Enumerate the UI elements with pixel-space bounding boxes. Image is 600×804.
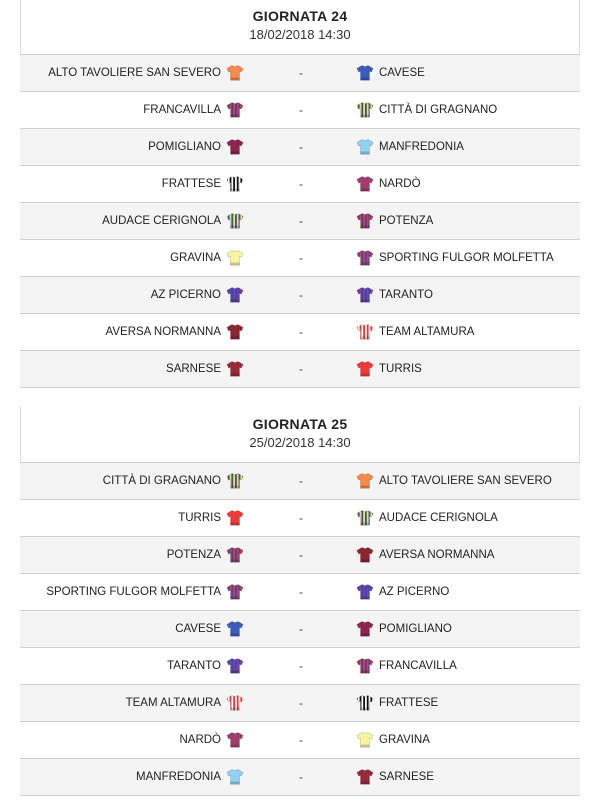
away-team-name: AZ PICERNO: [379, 586, 450, 598]
home-team: [136, 759, 244, 795]
home-team-name: FRATTESE: [161, 178, 221, 190]
home-team-name: TARANTO: [167, 660, 221, 672]
match-row[interactable]: [20, 351, 580, 388]
team-shirt-icon: [226, 657, 244, 675]
team-shirt-icon: [356, 286, 374, 304]
home-team-name: AZ PICERNO: [150, 289, 221, 301]
away-team-name: AVERSA NORMANNA: [379, 549, 495, 561]
score-separator: -: [299, 696, 303, 710]
home-team-name: CITTÀ DI GRAGNANO: [102, 475, 221, 487]
away-team: [356, 722, 430, 758]
away-team: [356, 203, 433, 239]
away-team-name: SARNESE: [379, 771, 434, 783]
score-separator: -: [299, 103, 303, 117]
team-shirt-icon: [356, 583, 374, 601]
home-team: [143, 92, 244, 128]
match-row[interactable]: [20, 314, 580, 351]
home-team: [167, 537, 244, 573]
team-shirt-icon: [356, 138, 374, 156]
home-team-name: NARDÒ: [179, 734, 221, 746]
home-team: [175, 611, 244, 647]
team-shirt-icon: [356, 509, 374, 527]
match-row[interactable]: [20, 277, 580, 314]
team-shirt-icon: [356, 360, 374, 378]
score-separator: -: [299, 214, 303, 228]
round-title: GIORNATA 24: [252, 8, 348, 24]
away-team-name: FRANCAVILLA: [379, 660, 457, 672]
home-team-name: TURRIS: [178, 512, 221, 524]
team-shirt-icon: [226, 768, 244, 786]
team-shirt-icon: [356, 657, 374, 675]
round-date: 18/02/2018 14:30: [249, 27, 351, 42]
team-shirt-icon: [356, 101, 374, 119]
team-shirt-icon: [226, 620, 244, 638]
home-team-name: AUDACE CERIGNOLA: [102, 215, 221, 227]
team-shirt-icon: [356, 64, 374, 82]
home-team: [166, 351, 244, 387]
match-row[interactable]: [20, 759, 580, 796]
away-team: [356, 574, 449, 610]
team-shirt-icon: [356, 620, 374, 638]
home-team-name: SPORTING FULGOR MOLFETTA: [46, 586, 221, 598]
home-team-name: SARNESE: [166, 363, 221, 375]
team-shirt-icon: [226, 212, 244, 230]
away-team-name: AUDACE CERIGNOLA: [379, 512, 498, 524]
round-card: [20, 0, 580, 388]
score-separator: -: [299, 362, 303, 376]
team-shirt-icon: [226, 583, 244, 601]
score-separator: -: [299, 288, 303, 302]
home-team-name: POTENZA: [166, 549, 221, 561]
away-team: [356, 277, 433, 313]
team-shirt-icon: [226, 546, 244, 564]
score-separator: -: [299, 511, 303, 525]
team-shirt-icon: [356, 175, 374, 193]
away-team-name: ALTO TAVOLIERE SAN SEVERO: [379, 475, 552, 487]
team-shirt-icon: [226, 694, 244, 712]
team-shirt-icon: [226, 64, 244, 82]
match-row[interactable]: [20, 92, 580, 129]
match-list: [20, 462, 580, 796]
home-team-name: POMIGLIANO: [148, 141, 221, 153]
score-separator: -: [299, 585, 303, 599]
away-team-name: TARANTO: [379, 289, 433, 301]
home-team-name: CAVESE: [175, 623, 221, 635]
match-row[interactable]: [20, 166, 580, 203]
match-row[interactable]: [20, 129, 580, 166]
match-row[interactable]: [20, 574, 580, 611]
score-separator: -: [299, 659, 303, 673]
away-team: [356, 314, 474, 350]
away-team-name: CAVESE: [379, 67, 425, 79]
home-team: [48, 55, 244, 91]
team-shirt-icon: [226, 138, 244, 156]
score-separator: -: [299, 66, 303, 80]
match-row[interactable]: [20, 685, 580, 722]
team-shirt-icon: [226, 360, 244, 378]
round-title: GIORNATA 25: [252, 416, 348, 432]
home-team-name: AVERSA NORMANNA: [105, 326, 221, 338]
away-team: [356, 463, 552, 499]
team-shirt-icon: [226, 101, 244, 119]
home-team-name: FRANCAVILLA: [143, 104, 221, 116]
match-list: [20, 54, 580, 388]
team-shirt-icon: [226, 175, 244, 193]
team-shirt-icon: [226, 286, 244, 304]
team-shirt-icon: [356, 546, 374, 564]
away-team: [356, 92, 497, 128]
away-team: [356, 55, 425, 91]
away-team-name: POTENZA: [379, 215, 434, 227]
away-team-name: SPORTING FULGOR MOLFETTA: [379, 252, 554, 264]
away-team-name: GRAVINA: [379, 734, 430, 746]
match-row[interactable]: [20, 648, 580, 685]
away-team-name: FRATTESE: [379, 697, 439, 709]
away-team: [356, 240, 554, 276]
match-row[interactable]: [20, 722, 580, 759]
team-shirt-icon: [356, 472, 374, 490]
match-row[interactable]: [20, 55, 580, 92]
home-team: [179, 722, 244, 758]
home-team: [148, 129, 244, 165]
match-row[interactable]: [20, 611, 580, 648]
match-row[interactable]: [20, 203, 580, 240]
score-separator: -: [299, 548, 303, 562]
round-header: [20, 0, 580, 54]
away-team-name: POMIGLIANO: [379, 623, 452, 635]
home-team-name: TEAM ALTAMURA: [125, 697, 221, 709]
team-shirt-icon: [226, 249, 244, 267]
match-row[interactable]: [20, 240, 580, 277]
team-shirt-icon: [226, 472, 244, 490]
team-shirt-icon: [356, 249, 374, 267]
team-shirt-icon: [226, 731, 244, 749]
away-team-name: TEAM ALTAMURA: [379, 326, 475, 338]
away-team-name: TURRIS: [379, 363, 422, 375]
home-team: [103, 463, 244, 499]
home-team: [106, 314, 244, 350]
home-team: [151, 277, 244, 313]
team-shirt-icon: [356, 212, 374, 230]
score-separator: -: [299, 474, 303, 488]
away-team: [356, 611, 452, 647]
team-shirt-icon: [356, 323, 374, 341]
score-separator: -: [299, 325, 303, 339]
round-date: 25/02/2018 14:30: [249, 435, 351, 450]
round-header: [20, 406, 580, 462]
home-team: [126, 685, 244, 721]
home-team: [46, 574, 244, 610]
home-team-name: ALTO TAVOLIERE SAN SEVERO: [48, 67, 221, 79]
score-separator: -: [299, 733, 303, 747]
match-row[interactable]: [20, 537, 580, 574]
away-team-name: MANFREDONIA: [379, 141, 464, 153]
away-team: [356, 166, 421, 202]
team-shirt-icon: [226, 509, 244, 527]
away-team: [356, 759, 434, 795]
away-team-name: CITTÀ DI GRAGNANO: [379, 104, 498, 116]
match-row[interactable]: [20, 463, 580, 500]
away-team: [356, 500, 498, 536]
home-team: [102, 203, 244, 239]
home-team-name: MANFREDONIA: [136, 771, 221, 783]
team-shirt-icon: [356, 731, 374, 749]
score-separator: -: [299, 770, 303, 784]
away-team: [356, 648, 457, 684]
score-separator: -: [299, 251, 303, 265]
round-card: [20, 406, 580, 796]
match-row[interactable]: [20, 500, 580, 537]
score-separator: -: [299, 140, 303, 154]
away-team-name: NARDÒ: [379, 178, 421, 190]
team-shirt-icon: [356, 768, 374, 786]
away-team: [356, 129, 464, 165]
home-team-name: GRAVINA: [170, 252, 221, 264]
home-team: [170, 240, 244, 276]
away-team: [356, 537, 494, 573]
away-team: [356, 351, 422, 387]
team-shirt-icon: [226, 323, 244, 341]
team-shirt-icon: [356, 694, 374, 712]
home-team: [167, 648, 244, 684]
home-team: [162, 166, 244, 202]
away-team: [356, 685, 438, 721]
home-team: [178, 500, 244, 536]
score-separator: -: [299, 622, 303, 636]
score-separator: -: [299, 177, 303, 191]
